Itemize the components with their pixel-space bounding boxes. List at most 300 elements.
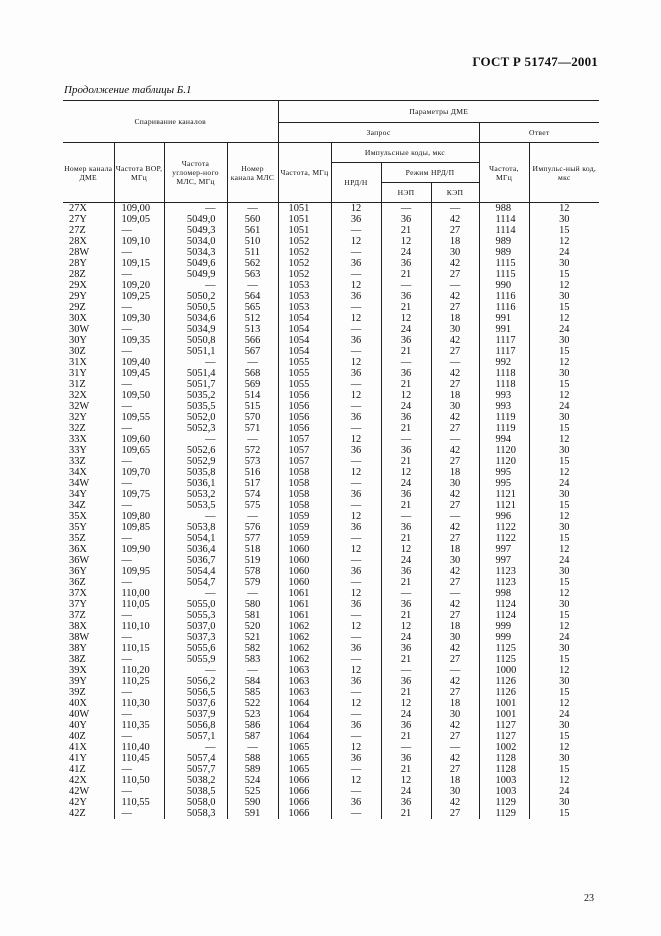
cell-nep: 21 <box>381 533 431 544</box>
cell-request-freq: 1057 <box>278 445 331 456</box>
cell-vor-freq: — <box>114 555 164 566</box>
cell-vor-freq: 110,05 <box>114 599 164 610</box>
cell-nrd-n: 12 <box>331 313 381 324</box>
table-row <box>63 599 599 610</box>
cell-nep: — <box>381 203 431 215</box>
cell-response-code: 12 <box>529 775 599 786</box>
cell-response-freq: 991 <box>479 324 529 335</box>
cell-mls-channel: — <box>227 434 278 445</box>
cell-response-freq: 1129 <box>479 797 529 808</box>
cell-request-freq: 1062 <box>278 632 331 643</box>
cell-kep: 27 <box>431 269 479 280</box>
cell-response-code: 15 <box>529 533 599 544</box>
cell-mls-channel: 586 <box>227 720 278 731</box>
cell-mls-channel: 589 <box>227 764 278 775</box>
cell-kep: 18 <box>431 698 479 709</box>
cell-kep: 30 <box>431 632 479 643</box>
cell-response-freq: 995 <box>479 467 529 478</box>
cell-response-code: 12 <box>529 588 599 599</box>
cell-kep: 18 <box>431 544 479 555</box>
cell-request-freq: 1053 <box>278 302 331 313</box>
cell-channel: 34Z <box>63 500 114 511</box>
cell-mls-channel: 581 <box>227 610 278 621</box>
table-body <box>63 203 599 820</box>
cell-request-freq: 1061 <box>278 599 331 610</box>
cell-mls-channel: 513 <box>227 324 278 335</box>
cell-mls-channel: 583 <box>227 654 278 665</box>
cell-nep: 12 <box>381 236 431 247</box>
cell-kep: 30 <box>431 401 479 412</box>
cell-angle-freq: 5037,6 <box>164 698 227 709</box>
cell-response-freq: 1118 <box>479 368 529 379</box>
cell-response-code: 30 <box>529 522 599 533</box>
cell-nep: 36 <box>381 720 431 731</box>
cell-nep: 21 <box>381 764 431 775</box>
cell-response-code: 12 <box>529 313 599 324</box>
cell-response-freq: 1002 <box>479 742 529 753</box>
cell-mls-channel: 571 <box>227 423 278 434</box>
cell-mls-channel: 575 <box>227 500 278 511</box>
cell-channel: 41Y <box>63 753 114 764</box>
cell-mls-channel: — <box>227 588 278 599</box>
table-row <box>63 269 599 280</box>
cell-response-freq: 1124 <box>479 599 529 610</box>
cell-channel: 32Z <box>63 423 114 434</box>
cell-request-freq: 1058 <box>278 467 331 478</box>
cell-response-code: 15 <box>529 456 599 467</box>
cell-kep: 18 <box>431 390 479 401</box>
cell-request-freq: 1055 <box>278 357 331 368</box>
header-col-angle: Частота угломер-ного МЛС, МГц <box>164 143 227 203</box>
cell-channel: 34Y <box>63 489 114 500</box>
cell-response-freq: 1129 <box>479 808 529 819</box>
cell-nrd-n: — <box>331 346 381 357</box>
cell-nep: — <box>381 511 431 522</box>
cell-mls-channel: 587 <box>227 731 278 742</box>
table-row <box>63 401 599 412</box>
cell-mls-channel: 560 <box>227 214 278 225</box>
cell-channel: 32X <box>63 390 114 401</box>
cell-kep: 30 <box>431 478 479 489</box>
cell-response-freq: 993 <box>479 401 529 412</box>
cell-nep: — <box>381 280 431 291</box>
cell-nrd-n: 36 <box>331 445 381 456</box>
cell-response-freq: 1126 <box>479 687 529 698</box>
cell-response-code: 15 <box>529 500 599 511</box>
cell-nrd-n: 12 <box>331 467 381 478</box>
cell-angle-freq: 5051,7 <box>164 379 227 390</box>
cell-response-code: 15 <box>529 654 599 665</box>
header-col-mls: Номер канала МЛС <box>227 143 278 203</box>
table-row <box>63 379 599 390</box>
cell-nrd-n: — <box>331 533 381 544</box>
cell-response-freq: 991 <box>479 313 529 324</box>
cell-angle-freq: 5034,0 <box>164 236 227 247</box>
cell-nrd-n: — <box>331 302 381 313</box>
cell-nep: 21 <box>381 687 431 698</box>
cell-nep: 21 <box>381 610 431 621</box>
cell-response-code: 15 <box>529 225 599 236</box>
table-row <box>63 720 599 731</box>
cell-mls-channel: 561 <box>227 225 278 236</box>
cell-mls-channel: 515 <box>227 401 278 412</box>
table-row <box>63 456 599 467</box>
cell-channel: 28Y <box>63 258 114 269</box>
table-row <box>63 511 599 522</box>
cell-mls-channel: 510 <box>227 236 278 247</box>
cell-nep: 24 <box>381 632 431 643</box>
cell-nep: 21 <box>381 225 431 236</box>
cell-angle-freq: 5034,6 <box>164 313 227 324</box>
cell-response-code: 15 <box>529 379 599 390</box>
cell-kep: 27 <box>431 346 479 357</box>
cell-request-freq: 1060 <box>278 555 331 566</box>
cell-nrd-n: 36 <box>331 214 381 225</box>
cell-request-freq: 1056 <box>278 412 331 423</box>
table-row <box>63 555 599 566</box>
cell-request-freq: 1059 <box>278 522 331 533</box>
cell-channel: 40Y <box>63 720 114 731</box>
cell-channel: 37Y <box>63 599 114 610</box>
table-row <box>63 698 599 709</box>
cell-channel: 39Z <box>63 687 114 698</box>
cell-nep: 21 <box>381 577 431 588</box>
cell-kep: 27 <box>431 764 479 775</box>
cell-angle-freq: 5052,3 <box>164 423 227 434</box>
cell-mls-channel: 590 <box>227 797 278 808</box>
cell-nrd-n: — <box>331 709 381 720</box>
cell-nep: 12 <box>381 698 431 709</box>
cell-response-code: 12 <box>529 390 599 401</box>
cell-request-freq: 1054 <box>278 335 331 346</box>
cell-mls-channel: — <box>227 511 278 522</box>
header-dme-params: Параметры ДМЕ <box>278 101 599 123</box>
cell-response-code: 15 <box>529 423 599 434</box>
cell-kep: 42 <box>431 566 479 577</box>
cell-angle-freq: 5038,2 <box>164 775 227 786</box>
cell-response-code: 15 <box>529 808 599 819</box>
cell-angle-freq: 5050,8 <box>164 335 227 346</box>
cell-nrd-n: 36 <box>331 291 381 302</box>
cell-nep: 12 <box>381 544 431 555</box>
cell-request-freq: 1059 <box>278 511 331 522</box>
cell-nrd-n: 12 <box>331 280 381 291</box>
table-row <box>63 335 599 346</box>
cell-request-freq: 1053 <box>278 280 331 291</box>
cell-angle-freq: 5057,7 <box>164 764 227 775</box>
table-row <box>63 489 599 500</box>
cell-vor-freq: — <box>114 269 164 280</box>
cell-vor-freq: 109,85 <box>114 522 164 533</box>
cell-mls-channel: 573 <box>227 456 278 467</box>
cell-channel: 38Z <box>63 654 114 665</box>
cell-angle-freq: 5058,3 <box>164 808 227 819</box>
table-row <box>63 445 599 456</box>
header-col-nrd-n: НРД/Н <box>331 163 381 203</box>
cell-angle-freq: 5052,6 <box>164 445 227 456</box>
cell-response-freq: 1122 <box>479 533 529 544</box>
table-row <box>63 434 599 445</box>
cell-nrd-n: 36 <box>331 599 381 610</box>
cell-response-code: 24 <box>529 401 599 412</box>
cell-nep: 36 <box>381 291 431 302</box>
table-row <box>63 687 599 698</box>
cell-nep: 36 <box>381 797 431 808</box>
table-row <box>63 775 599 786</box>
table-header <box>63 101 599 203</box>
cell-response-freq: 1003 <box>479 786 529 797</box>
cell-request-freq: 1063 <box>278 665 331 676</box>
cell-nrd-n: 36 <box>331 412 381 423</box>
cell-vor-freq: 109,60 <box>114 434 164 445</box>
cell-response-code: 12 <box>529 511 599 522</box>
cell-mls-channel: 521 <box>227 632 278 643</box>
cell-angle-freq: 5054,4 <box>164 566 227 577</box>
cell-response-code: 12 <box>529 203 599 215</box>
cell-kep: 27 <box>431 500 479 511</box>
table-row <box>63 280 599 291</box>
cell-nep: 36 <box>381 676 431 687</box>
cell-channel: 32W <box>63 401 114 412</box>
cell-kep: — <box>431 742 479 753</box>
cell-response-code: 12 <box>529 280 599 291</box>
cell-request-freq: 1051 <box>278 225 331 236</box>
cell-mls-channel: 512 <box>227 313 278 324</box>
cell-request-freq: 1064 <box>278 709 331 720</box>
table-continuation-caption: Продолжение таблицы Б.1 <box>64 84 192 96</box>
cell-response-freq: 1114 <box>479 225 529 236</box>
cell-nrd-n: 12 <box>331 203 381 215</box>
table-row <box>63 324 599 335</box>
cell-response-code: 12 <box>529 621 599 632</box>
cell-kep: 27 <box>431 533 479 544</box>
cell-vor-freq: 109,40 <box>114 357 164 368</box>
cell-kep: — <box>431 665 479 676</box>
cell-channel: 33Z <box>63 456 114 467</box>
cell-vor-freq: 109,55 <box>114 412 164 423</box>
cell-request-freq: 1051 <box>278 203 331 215</box>
cell-kep: 30 <box>431 555 479 566</box>
cell-request-freq: 1060 <box>278 566 331 577</box>
cell-channel: 36W <box>63 555 114 566</box>
cell-kep: — <box>431 434 479 445</box>
cell-kep: — <box>431 588 479 599</box>
cell-angle-freq: 5055,3 <box>164 610 227 621</box>
cell-channel: 30X <box>63 313 114 324</box>
header-col-vor: Частота ВОР, МГц <box>114 143 164 203</box>
cell-nep: 21 <box>381 456 431 467</box>
cell-mls-channel: 576 <box>227 522 278 533</box>
cell-vor-freq: 109,05 <box>114 214 164 225</box>
cell-nep: 24 <box>381 401 431 412</box>
cell-angle-freq: — <box>164 511 227 522</box>
table-row <box>63 797 599 808</box>
cell-response-code: 24 <box>529 478 599 489</box>
cell-response-code: 12 <box>529 236 599 247</box>
cell-channel: 37X <box>63 588 114 599</box>
cell-request-freq: 1052 <box>278 269 331 280</box>
cell-response-freq: 1120 <box>479 445 529 456</box>
cell-mls-channel: 582 <box>227 643 278 654</box>
table-row <box>63 291 599 302</box>
cell-nep: 36 <box>381 753 431 764</box>
cell-response-code: 30 <box>529 643 599 654</box>
table-row <box>63 368 599 379</box>
cell-nrd-n: 36 <box>331 489 381 500</box>
cell-vor-freq: 110,15 <box>114 643 164 654</box>
cell-angle-freq: 5037,0 <box>164 621 227 632</box>
cell-request-freq: 1056 <box>278 390 331 401</box>
cell-request-freq: 1066 <box>278 775 331 786</box>
cell-nrd-n: 12 <box>331 434 381 445</box>
cell-channel: 40X <box>63 698 114 709</box>
table-row <box>63 313 599 324</box>
cell-vor-freq: 109,80 <box>114 511 164 522</box>
cell-nep: 36 <box>381 599 431 610</box>
cell-nrd-n: — <box>331 225 381 236</box>
cell-request-freq: 1060 <box>278 544 331 555</box>
cell-request-freq: 1056 <box>278 401 331 412</box>
cell-response-code: 15 <box>529 577 599 588</box>
cell-request-freq: 1052 <box>278 258 331 269</box>
cell-response-freq: 1001 <box>479 709 529 720</box>
cell-vor-freq: 109,15 <box>114 258 164 269</box>
cell-angle-freq: 5053,5 <box>164 500 227 511</box>
cell-channel: 39X <box>63 665 114 676</box>
cell-nep: 36 <box>381 566 431 577</box>
cell-vor-freq: — <box>114 786 164 797</box>
table-row <box>63 577 599 588</box>
cell-kep: 30 <box>431 247 479 258</box>
cell-vor-freq: — <box>114 731 164 742</box>
cell-angle-freq: 5054,1 <box>164 533 227 544</box>
cell-response-code: 12 <box>529 665 599 676</box>
cell-nep: — <box>381 742 431 753</box>
cell-angle-freq: — <box>164 588 227 599</box>
cell-response-freq: 1122 <box>479 522 529 533</box>
cell-channel: 38W <box>63 632 114 643</box>
cell-request-freq: 1054 <box>278 324 331 335</box>
table-row <box>63 302 599 313</box>
cell-angle-freq: 5038,5 <box>164 786 227 797</box>
cell-vor-freq: 110,50 <box>114 775 164 786</box>
cell-channel: 27X <box>63 203 114 215</box>
cell-response-freq: 1115 <box>479 269 529 280</box>
channel-pairing-table <box>63 100 599 819</box>
cell-nrd-n: 12 <box>331 236 381 247</box>
cell-nrd-n: — <box>331 500 381 511</box>
cell-angle-freq: 5049,9 <box>164 269 227 280</box>
cell-response-code: 30 <box>529 258 599 269</box>
cell-response-code: 12 <box>529 434 599 445</box>
cell-kep: — <box>431 511 479 522</box>
cell-nep: 21 <box>381 379 431 390</box>
cell-channel: 28X <box>63 236 114 247</box>
cell-response-code: 24 <box>529 324 599 335</box>
cell-response-code: 12 <box>529 544 599 555</box>
cell-kep: 27 <box>431 610 479 621</box>
cell-nep: 12 <box>381 775 431 786</box>
cell-channel: 30W <box>63 324 114 335</box>
cell-request-freq: 1054 <box>278 346 331 357</box>
table-row <box>63 478 599 489</box>
cell-nrd-n: 36 <box>331 522 381 533</box>
header-col-kep: КЭП <box>431 183 479 203</box>
cell-response-code: 15 <box>529 610 599 621</box>
cell-kep: 42 <box>431 676 479 687</box>
cell-angle-freq: — <box>164 742 227 753</box>
cell-nrd-n: 12 <box>331 621 381 632</box>
table-row <box>63 709 599 720</box>
cell-channel: 27Z <box>63 225 114 236</box>
cell-nep: 36 <box>381 335 431 346</box>
cell-request-freq: 1063 <box>278 676 331 687</box>
cell-request-freq: 1058 <box>278 500 331 511</box>
cell-response-freq: 1116 <box>479 302 529 313</box>
cell-kep: 42 <box>431 368 479 379</box>
cell-kep: 42 <box>431 522 479 533</box>
header-col-request-freq: Частота, МГц <box>278 143 331 203</box>
cell-request-freq: 1055 <box>278 368 331 379</box>
cell-kep: 42 <box>431 489 479 500</box>
cell-nep: — <box>381 665 431 676</box>
cell-vor-freq: — <box>114 423 164 434</box>
cell-request-freq: 1051 <box>278 214 331 225</box>
cell-response-freq: 1121 <box>479 489 529 500</box>
cell-nrd-n: — <box>331 555 381 566</box>
cell-nrd-n: 12 <box>331 544 381 555</box>
cell-request-freq: 1062 <box>278 643 331 654</box>
cell-mls-channel: 572 <box>227 445 278 456</box>
cell-angle-freq: 5054,7 <box>164 577 227 588</box>
cell-mls-channel: 585 <box>227 687 278 698</box>
cell-kep: 18 <box>431 467 479 478</box>
cell-angle-freq: — <box>164 357 227 368</box>
cell-vor-freq: — <box>114 808 164 819</box>
cell-response-freq: 1114 <box>479 214 529 225</box>
cell-response-code: 30 <box>529 445 599 456</box>
cell-kep: 42 <box>431 412 479 423</box>
table-row <box>63 764 599 775</box>
cell-channel: 30Z <box>63 346 114 357</box>
cell-angle-freq: 5034,9 <box>164 324 227 335</box>
cell-channel: 37Z <box>63 610 114 621</box>
cell-angle-freq: 5049,0 <box>164 214 227 225</box>
cell-mls-channel: 567 <box>227 346 278 357</box>
cell-kep: 18 <box>431 621 479 632</box>
cell-nep: 36 <box>381 258 431 269</box>
cell-kep: 27 <box>431 379 479 390</box>
cell-vor-freq: — <box>114 302 164 313</box>
cell-kep: 42 <box>431 335 479 346</box>
header-col-nep: НЭП <box>381 183 431 203</box>
table-row <box>63 742 599 753</box>
page-number: 23 <box>584 893 594 904</box>
cell-angle-freq: 5055,6 <box>164 643 227 654</box>
table-row <box>63 225 599 236</box>
cell-nep: 21 <box>381 500 431 511</box>
cell-nrd-n: 36 <box>331 368 381 379</box>
cell-response-code: 24 <box>529 632 599 643</box>
cell-response-freq: 1124 <box>479 610 529 621</box>
cell-nrd-n: 36 <box>331 643 381 654</box>
cell-vor-freq: 110,10 <box>114 621 164 632</box>
cell-nep: 24 <box>381 786 431 797</box>
cell-vor-freq: — <box>114 324 164 335</box>
cell-channel: 29Y <box>63 291 114 302</box>
cell-mls-channel: 578 <box>227 566 278 577</box>
cell-vor-freq: 110,30 <box>114 698 164 709</box>
